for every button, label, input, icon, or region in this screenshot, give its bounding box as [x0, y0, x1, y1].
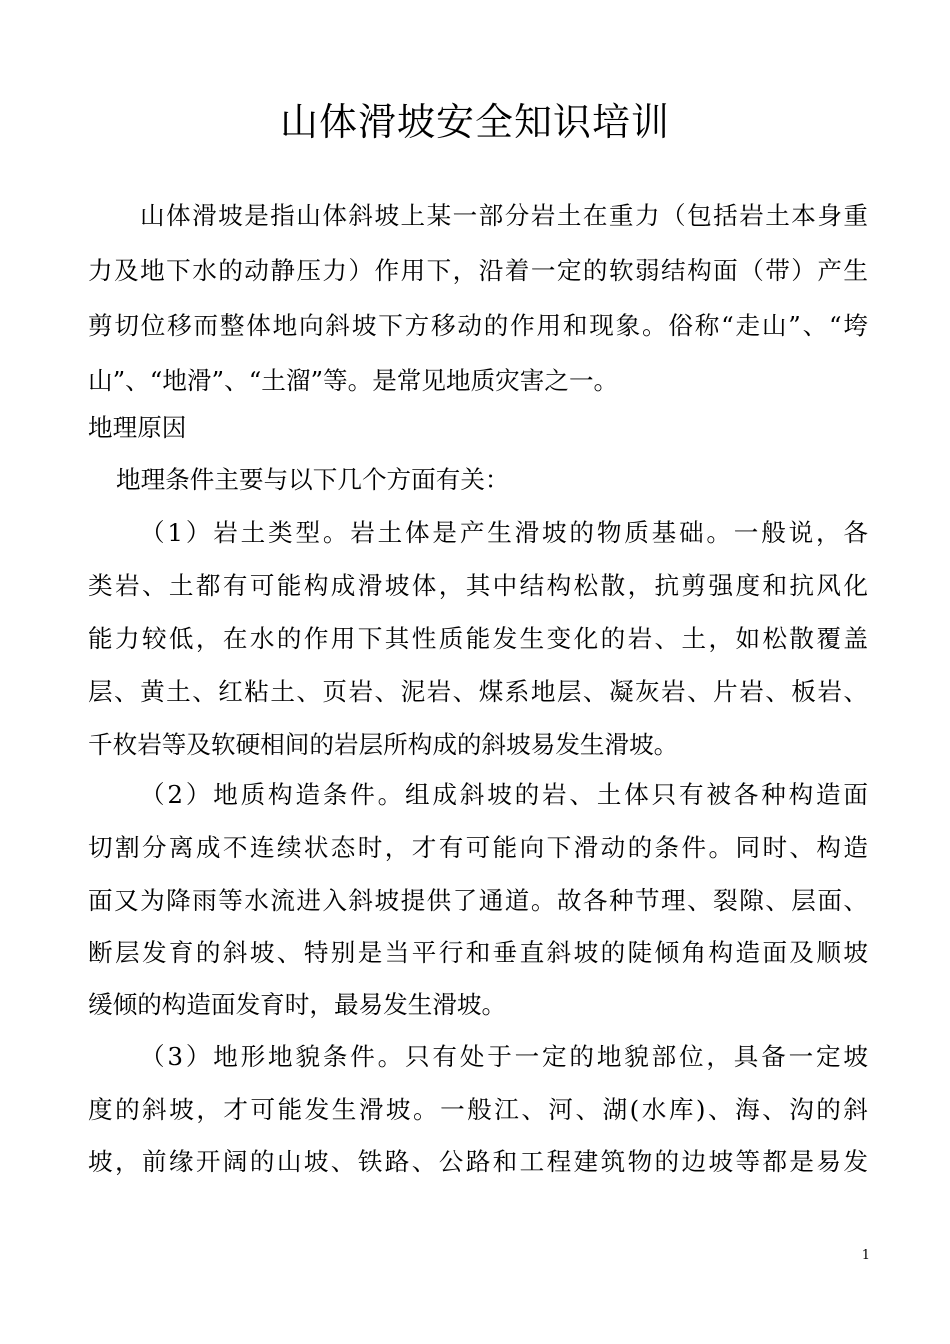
paragraph-rock-soil-line-5: 千枚岩等及软硬相间的岩层所构成的斜坡易发生滑坡。 — [88, 730, 679, 759]
paragraph-rock-soil-line-4: 层、黄土、红粘土、页岩、泥岩、煤系地层、凝灰岩、片岩、板岩、 — [88, 677, 868, 706]
paragraph-conditions-intro: 地理条件主要与以下几个方面有关： — [116, 465, 510, 494]
paragraph-terrain-line-3: 坡，前缘开阔的山坡、铁路、公路和工程建筑物的边坡等都是易发 — [88, 1147, 868, 1176]
paragraph-rock-soil-line-3: 能力较低，在水的作用下其性质能发生变化的岩、土，如松散覆盖 — [88, 624, 868, 653]
page-number: 1 — [861, 1248, 870, 1263]
paragraph-intro-line-4: 山”、“地滑”、“土溜”等。是常见地质灾害之一。 — [88, 366, 619, 395]
paragraph-intro-line-1: 山体滑坡是指山体斜坡上某一部分岩土在重力（包括岩土本身重 — [140, 201, 868, 230]
paragraph-rock-soil-line-1: （1）岩土类型。岩土体是产生滑坡的物质基础。一般说，各 — [140, 518, 868, 547]
paragraph-terrain-line-2: 度的斜坡，才可能发生滑坡。一般江、河、湖(水库)、海、沟的斜 — [88, 1095, 868, 1124]
paragraph-terrain-line-1: （3）地形地貌条件。只有处于一定的地貌部位，具备一定坡 — [140, 1042, 868, 1071]
paragraph-structure-line-2: 切割分离成不连续状态时，才有可能向下滑动的条件。同时、构造 — [88, 833, 868, 862]
paragraph-intro-line-2: 力及地下水的动静压力）作用下，沿着一定的软弱结构面（带）产生 — [88, 256, 868, 285]
section-heading: 地理原因 — [88, 413, 187, 442]
paragraph-structure-line-1: （2）地质构造条件。组成斜坡的岩、土体只有被各种构造面 — [140, 780, 868, 809]
paragraph-rock-soil-line-2: 类岩、土都有可能构成滑坡体，其中结构松散，抗剪强度和抗风化 — [88, 571, 868, 600]
paragraph-structure-line-3: 面又为降雨等水流进入斜坡提供了通道。故各种节理、裂隙、层面、 — [88, 886, 868, 915]
paragraph-intro-line-3: 剪切位移而整体地向斜坡下方移动的作用和现象。俗称“走山”、“垮 — [88, 311, 868, 340]
page-title: 山体滑坡安全知识培训 — [279, 100, 670, 144]
paragraph-structure-line-4: 断层发育的斜坡、特别是当平行和垂直斜坡的陡倾角构造面及顺坡 — [88, 938, 868, 967]
paragraph-structure-line-5: 缓倾的构造面发育时，最易发生滑坡。 — [88, 990, 507, 1019]
